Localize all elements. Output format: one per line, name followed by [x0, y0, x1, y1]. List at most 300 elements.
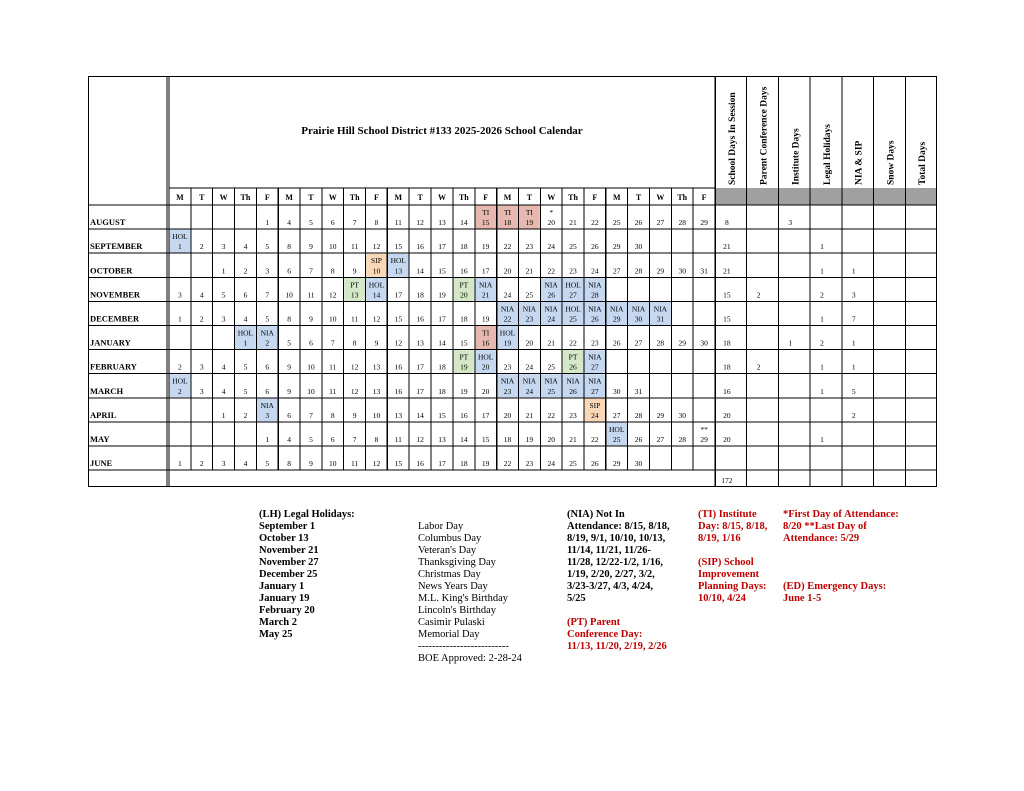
cell-day: 3: [221, 314, 226, 324]
cell-day: 8: [330, 266, 335, 276]
cell-day: 5: [265, 242, 270, 252]
cell-code: HOL: [499, 328, 516, 338]
calendar-title: Prairie Hill School District #133 2025-2026 School Calendar: [301, 125, 583, 137]
ti-line: Day: 8/15, 8/18,: [698, 521, 768, 532]
summary-value: 7: [851, 314, 856, 324]
cell-day: 20: [503, 410, 512, 420]
cell-day: 13: [416, 338, 424, 348]
day-header: M: [612, 193, 621, 202]
month-name: MAY: [90, 434, 110, 444]
month-name: OCTOBER: [90, 265, 133, 276]
cell-day: 3: [178, 290, 182, 300]
month-name: AUGUST: [90, 217, 126, 228]
cell-day: 22: [503, 242, 512, 252]
legal-holiday-dates: [259, 521, 319, 641]
summary-value: 1: [851, 362, 856, 372]
month-name: NOVEMBER: [90, 289, 141, 300]
month-name: JANUARY: [90, 337, 131, 348]
cell-day: 29: [678, 338, 686, 348]
cell-day: 11: [329, 386, 337, 396]
nia-line: 3/23-3/27, 4/3, 4/24,: [567, 581, 654, 592]
cell-day: 21: [569, 218, 577, 228]
cell-day: 6: [287, 410, 291, 420]
cell-day: 9: [309, 314, 313, 324]
cell-code: NIA: [260, 400, 274, 410]
cell-day: 28: [656, 338, 665, 348]
cell-day: 2: [199, 314, 204, 324]
cell-day: 24: [547, 314, 555, 324]
day-header: Th: [349, 193, 360, 202]
summary-value: 5: [851, 386, 856, 396]
cell-day: 16: [416, 242, 424, 252]
cell-day: 22: [503, 459, 512, 469]
cell-day: 4: [243, 314, 248, 324]
cell-day: 19: [481, 242, 490, 252]
cell-day: 21: [525, 410, 534, 420]
summary-header: Parent Conference Days: [759, 86, 770, 185]
cell-day: 7: [352, 218, 357, 228]
cell-code: NIA: [544, 376, 558, 386]
cell-day: 10: [285, 290, 293, 300]
legal-holiday-name: Lincoln's Birthday: [418, 605, 497, 616]
cell-day: 12: [329, 290, 337, 300]
cell-day: 8: [330, 410, 335, 420]
cell-day: 15: [438, 266, 446, 276]
day-header: T: [308, 193, 314, 202]
summary-value: 20: [723, 410, 731, 420]
cell-day: 13: [372, 386, 381, 396]
day-header: F: [701, 193, 707, 202]
cell-day: 1: [265, 218, 270, 228]
cell-day: 1: [221, 410, 226, 420]
cell-day: 5: [309, 218, 313, 228]
summary-value: 15: [723, 290, 731, 300]
cell-day: 30: [700, 338, 708, 348]
cell-day: 26: [634, 218, 643, 228]
cell-day: 5: [265, 459, 270, 469]
summary-value: 20: [723, 435, 731, 444]
cell-day: 31: [656, 314, 665, 324]
cell-day: 6: [243, 290, 248, 300]
cell-day: 17: [438, 314, 446, 324]
summary-value: 18: [723, 338, 731, 348]
cell-day: 7: [265, 290, 270, 300]
cell-day: 3: [199, 386, 204, 396]
cell-day: 21: [569, 435, 577, 444]
cell-day: 22: [503, 314, 512, 324]
cell-day: 27: [634, 338, 643, 348]
summary-value: 15: [723, 314, 731, 324]
legal-separator: --------------------------: [418, 641, 509, 652]
cell-code: HOL: [172, 376, 188, 386]
cell-day: 19: [481, 314, 490, 324]
cell-day: 24: [591, 410, 599, 420]
legal-holiday-date: September 1: [259, 521, 316, 532]
day-header: W: [328, 193, 337, 202]
cell-day: 22: [591, 218, 599, 228]
cell-day: 1: [178, 314, 182, 324]
cell-day: 17: [438, 459, 446, 469]
ed-line: June 1-5: [783, 593, 822, 604]
legal-holiday-date: January 1: [259, 581, 305, 592]
summary-header: Legal Holidays: [823, 124, 833, 185]
cell-day: 24: [525, 386, 534, 396]
attendance-line: 8/20 **Last Day of: [783, 521, 867, 532]
summary-header: NIA & SIP: [854, 140, 865, 185]
nia-line: 8/19, 9/1, 10/10, 10/13,: [567, 533, 666, 544]
cell-day: 1: [221, 266, 226, 276]
cell-day: 16: [460, 410, 468, 420]
cell-code: HOL: [565, 304, 581, 314]
cell-day: 4: [287, 218, 291, 228]
cell-day: 29: [700, 218, 708, 228]
cell-day: 26: [591, 459, 599, 469]
legal-holiday-date: February 20: [259, 605, 315, 616]
cell-day: 6: [330, 218, 335, 228]
cell-day: 24: [503, 290, 512, 300]
cell-day: 8: [287, 314, 291, 324]
cell-code: TI: [525, 208, 533, 217]
legal-holiday-name: Columbus Day: [418, 533, 482, 544]
cell-day: 10: [329, 459, 337, 469]
cell-day: 23: [569, 266, 577, 276]
sip-line: 10/10, 4/24: [698, 593, 746, 604]
cell-day: 13: [438, 218, 446, 228]
cell-day: 8: [287, 242, 291, 252]
summary-header: School Days In Session: [727, 92, 738, 185]
cell-day: 1: [178, 242, 182, 252]
cell-code: NIA: [653, 304, 668, 314]
cell-day: 20: [460, 290, 468, 300]
cell-day: 21: [525, 266, 534, 276]
cell-day: 2: [178, 362, 182, 372]
pt-line: (PT) Parent: [567, 617, 621, 628]
cell-day: 22: [547, 266, 555, 276]
summary-value: 1: [820, 314, 824, 324]
cell-code: PT: [350, 280, 360, 290]
cell-day: 18: [416, 290, 424, 300]
ti-line: (TI) Institute: [698, 509, 757, 520]
cell-day: 20: [503, 266, 512, 276]
cell-day: 25: [569, 459, 577, 469]
summary-value: 18: [723, 362, 731, 372]
cell-day: 18: [438, 386, 446, 396]
cell-code: NIA: [588, 280, 602, 290]
cell-day: 12: [394, 338, 403, 348]
day-header: Th: [568, 193, 578, 202]
cell-day: 23: [569, 410, 577, 420]
cell-day: 25: [547, 362, 555, 372]
cell-day: 2: [199, 459, 204, 469]
day-header: T: [526, 193, 533, 202]
cell-code: HOL: [237, 328, 254, 338]
nia-legend: [567, 509, 670, 605]
cell-code: TI: [482, 328, 490, 338]
cell-day: 19: [460, 362, 468, 372]
day-header: M: [503, 193, 512, 202]
cell-day: 20: [547, 435, 555, 444]
cell-code: NIA: [588, 304, 602, 314]
cell-day: 12: [416, 218, 424, 228]
cell-day: 25: [569, 314, 577, 324]
cell-day: 15: [438, 410, 446, 420]
day-header: F: [483, 193, 489, 202]
cell-day: 25: [612, 218, 621, 228]
pt-line: 11/13, 11/20, 2/19, 2/26: [567, 641, 667, 652]
summary-value: 2: [820, 338, 824, 348]
legal-holiday-name: Thanksgiving Day: [418, 557, 496, 568]
cell-day: 11: [351, 242, 359, 252]
cell-code: NIA: [544, 280, 558, 290]
legal-holiday-date: March 2: [259, 617, 298, 628]
cell-day: 19: [525, 218, 534, 228]
cell-day: 19: [503, 338, 512, 348]
sip-line: Improvement: [698, 569, 760, 580]
cell-day: 15: [481, 435, 490, 444]
summary-header: Snow Days: [886, 140, 897, 185]
day-header: M: [285, 193, 293, 202]
cell-day: 12: [416, 435, 424, 444]
nia-line: 11/14, 11/21, 11/26-: [567, 545, 652, 556]
summary-header-bar: [715, 188, 937, 205]
cell-code: NIA: [260, 328, 274, 338]
day-header: W: [547, 193, 556, 202]
cell-day: 19: [460, 386, 468, 396]
cell-day: 16: [394, 386, 403, 396]
cell-day: 6: [265, 386, 270, 396]
summary-value: 2: [756, 290, 761, 300]
cell-day: 3: [221, 459, 226, 469]
summary-value: 1: [820, 266, 824, 276]
cell-day: 2: [265, 338, 270, 348]
cell-code: HOL: [609, 424, 625, 434]
cell-day: 26: [612, 338, 621, 348]
day-header: M: [176, 193, 184, 202]
cell-day: 26: [569, 362, 577, 372]
cell-day: 10: [307, 362, 315, 372]
cell-day: 23: [525, 459, 534, 469]
cell-code: SIP: [371, 256, 382, 266]
cell-day: 30: [634, 459, 643, 469]
month-name: FEBRUARY: [90, 361, 137, 372]
cell-day: 29: [612, 242, 621, 252]
cell-day: 9: [309, 459, 313, 469]
day-header: W: [438, 193, 446, 202]
cell-day: 1: [178, 459, 182, 469]
cell-day: 28: [678, 435, 686, 444]
cell-code: NIA: [544, 304, 558, 314]
cell-day: 14: [460, 218, 468, 228]
cell-day: 15: [481, 218, 490, 228]
cell-day: 30: [612, 386, 621, 396]
day-header: Th: [458, 193, 469, 202]
cell-day: 18: [460, 314, 468, 324]
cell-day: 5: [265, 314, 270, 324]
cell-day: 5: [309, 435, 313, 444]
summary-value: 1: [788, 338, 793, 348]
cell-day: 28: [634, 266, 643, 276]
cell-day: 23: [525, 314, 534, 324]
cell-day: 18: [460, 242, 468, 252]
cell-day: 23: [503, 362, 512, 372]
cell-code: **: [700, 424, 708, 434]
cell-code: TI: [482, 208, 490, 217]
legal-holiday-date: January 19: [259, 593, 310, 604]
cell-day: 4: [199, 290, 204, 300]
cell-code: NIA: [566, 376, 580, 386]
cell-day: 16: [416, 459, 424, 469]
ti-legend: [698, 509, 767, 545]
cell-day: 20: [525, 338, 534, 348]
cell-day: 25: [525, 290, 534, 300]
cell-day: 5: [243, 362, 248, 372]
cell-day: 3: [221, 242, 226, 252]
cell-day: 30: [678, 410, 686, 420]
summary-value: 2: [851, 410, 856, 420]
cell-day: 17: [438, 242, 446, 252]
cell-code: NIA: [588, 352, 602, 362]
cell-day: 8: [287, 459, 291, 469]
cell-day: 30: [678, 266, 686, 276]
cell-day: 3: [265, 266, 270, 276]
attendance-legend: [783, 509, 899, 545]
emergency-days-legend: [783, 581, 886, 605]
cell-day: 3: [199, 362, 204, 372]
cell-code: HOL: [477, 352, 494, 362]
month-name: MARCH: [90, 385, 124, 396]
table-border: [89, 77, 937, 487]
cell-day: 10: [329, 314, 337, 324]
cell-day: 1: [265, 435, 270, 444]
legal-holiday-name: M.L. King's Birthday: [418, 593, 508, 604]
day-header: F: [592, 193, 598, 202]
cell-day: 20: [481, 362, 490, 372]
legal-holiday-name: Memorial Day: [418, 629, 480, 640]
nia-line: 5/25: [567, 593, 586, 604]
cell-day: 7: [352, 435, 357, 444]
month-name: APRIL: [90, 409, 117, 420]
cell-day: 14: [416, 266, 424, 276]
cell-day: 27: [569, 290, 577, 300]
cell-day: 6: [265, 362, 270, 372]
cell-day: 4: [243, 459, 248, 469]
cell-day: 9: [352, 266, 357, 276]
cell-day: 12: [372, 459, 381, 469]
cell-day: 17: [394, 290, 403, 300]
cell-day: 17: [416, 386, 424, 396]
day-header: T: [417, 193, 423, 202]
cell-code: HOL: [172, 232, 188, 242]
cell-day: 22: [569, 338, 577, 348]
day-header: M: [394, 193, 403, 202]
cell-day: 24: [547, 242, 555, 252]
cell-day: 18: [503, 435, 512, 444]
summary-value: 3: [851, 290, 856, 300]
cell-day: 8: [374, 435, 379, 444]
day-header: F: [374, 193, 379, 202]
cell-day: 10: [329, 242, 337, 252]
cell-day: 18: [438, 362, 446, 372]
cell-day: 21: [481, 290, 490, 300]
cell-day: 12: [350, 362, 359, 372]
cell-day: 13: [394, 266, 403, 276]
summary-value: 1: [851, 266, 856, 276]
cell-day: 28: [634, 410, 643, 420]
cell-day: 16: [481, 338, 490, 348]
cell-code: PT: [459, 280, 469, 290]
cell-day: 9: [352, 410, 357, 420]
cell-day: 16: [460, 266, 468, 276]
day-header: Th: [677, 193, 688, 202]
cell-day: 31: [700, 266, 708, 276]
month-name: SEPTEMBER: [90, 241, 143, 252]
sip-line: (SIP) School: [698, 557, 754, 568]
cell-day: 25: [612, 435, 621, 444]
day-header: F: [264, 193, 270, 202]
cell-day: 27: [591, 362, 599, 372]
summary-value: 1: [820, 362, 824, 372]
summary-value: 21: [723, 242, 731, 252]
cell-code: HOL: [368, 280, 385, 290]
cell-day: 27: [656, 435, 665, 444]
cell-code: NIA: [500, 304, 515, 314]
cell-code: PT: [459, 352, 469, 362]
cell-day: 22: [591, 435, 599, 444]
cell-day: 16: [394, 362, 403, 372]
cell-day: 11: [307, 290, 315, 300]
cell-day: 15: [460, 338, 468, 348]
cell-day: 29: [612, 314, 621, 324]
cell-day: 18: [460, 459, 468, 469]
boe-approved: BOE Approved: 2-28-24: [418, 653, 522, 664]
cell-day: 7: [309, 410, 313, 420]
month-name: DECEMBER: [90, 313, 140, 324]
cell-day: 14: [372, 290, 381, 300]
cell-day: 4: [221, 362, 226, 372]
cell-day: 10: [372, 410, 381, 420]
legal-holiday-names: [418, 521, 508, 641]
legal-holiday-name: Veteran's Day: [418, 545, 477, 556]
legal-holiday-date: December 25: [259, 569, 318, 580]
cell-code: HOL: [565, 280, 581, 290]
cell-day: 8: [374, 218, 379, 228]
cell-day: 13: [350, 290, 359, 300]
cell-day: 22: [547, 410, 555, 420]
legal-holiday-date: November 21: [259, 545, 319, 556]
legal-holiday-name: News Years Day: [418, 581, 488, 592]
cell-day: 27: [656, 218, 665, 228]
cell-day: 7: [330, 338, 335, 348]
cell-code: NIA: [588, 376, 602, 386]
cell-day: 20: [547, 218, 555, 228]
cell-day: 2: [178, 386, 182, 396]
cell-day: 9: [287, 362, 291, 372]
cell-day: 27: [612, 266, 621, 276]
cell-day: 2: [199, 242, 204, 252]
cell-day: 28: [591, 290, 599, 300]
attendance-line: Attendance: 5/29: [783, 533, 860, 544]
cell-code: NIA: [522, 304, 537, 314]
day-header: W: [656, 193, 665, 202]
summary-value: 2: [820, 290, 824, 300]
nia-line: Attendance: 8/15, 8/18,: [567, 521, 670, 532]
cell-day: 10: [372, 266, 381, 276]
cell-day: 6: [287, 266, 291, 276]
cell-day: 27: [591, 386, 599, 396]
cell-day: 11: [394, 435, 402, 444]
summary-header: Institute Days: [791, 128, 802, 185]
nia-line: (NIA) Not In: [567, 509, 625, 520]
